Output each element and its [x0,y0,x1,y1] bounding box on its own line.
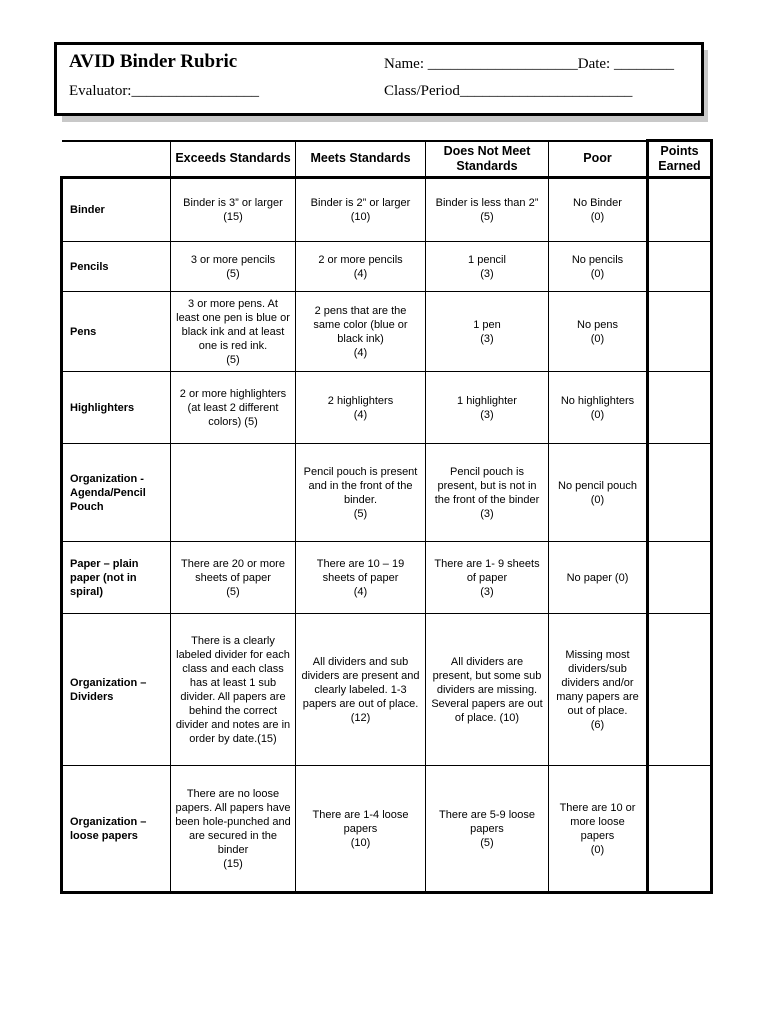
cell-poor: No pens (0) [549,292,648,372]
row-category: Organization – loose papers [62,766,171,893]
cell-exceeds: 3 or more pencils (5) [171,242,296,292]
cell-poor: No Binder (0) [549,178,648,242]
cell-does-not-meet: 1 pencil (3) [426,242,549,292]
cell-does-not-meet: All dividers are present, but some sub dividers are missing. Several papers are out of place. (10) [426,614,549,766]
cell-points-earned[interactable] [648,542,712,614]
row-category: Pencils [62,242,171,292]
rubric-row [62,292,712,372]
header-blank [62,141,171,178]
cell-exceeds: There are no loose papers. All papers have been hole-punched and are secured in the binder (15) [171,766,296,893]
cell-meets: 2 highlighters (4) [296,372,426,444]
cell-meets: There are 1-4 loose papers (10) [296,766,426,893]
cell-meets: Binder is 2” or larger (10) [296,178,426,242]
rubric-row [62,242,712,292]
rubric-row [62,444,712,542]
cell-does-not-meet: Pencil pouch is present, but is not in the front of the binder (3) [426,444,549,542]
cell-meets: There are 10 – 19 sheets of paper (4) [296,542,426,614]
cell-exceeds: There is a clearly labeled divider for each class and each class has at least 1 sub divider. All papers are behind the correct divider and notes are in order by date.(15) [171,614,296,766]
cell-points-earned[interactable] [648,242,712,292]
name-date-field: Name: ____________________Date: ________ [384,56,674,72]
cell-does-not-meet: There are 5-9 loose papers (5) [426,766,549,893]
row-category: Organization - Agenda/Pencil Pouch [62,444,171,542]
cell-points-earned[interactable] [648,292,712,372]
col-header-poor: Poor [549,141,648,178]
col-header-meets: Meets Standards [296,141,426,178]
row-category: Organization – Dividers [62,614,171,766]
cell-poor: No pencil pouch (0) [549,444,648,542]
rubric-row [62,542,712,614]
cell-meets: Pencil pouch is present and in the front of the binder. (5) [296,444,426,542]
cell-poor: No paper (0) [549,542,648,614]
cell-points-earned[interactable] [648,614,712,766]
cell-meets: All dividers and sub dividers are present and clearly labeled. 1-3 papers are out of place. (12) [296,614,426,766]
cell-exceeds [171,444,296,542]
col-header-does-not-meet: Does Not Meet Standards [426,141,549,178]
cell-does-not-meet: 1 highlighter (3) [426,372,549,444]
header-box [54,42,704,116]
cell-points-earned[interactable] [648,372,712,444]
cell-meets: 2 or more pencils (4) [296,242,426,292]
cell-exceeds: 3 or more pens. At least one pen is blue or black ink and at least one is red ink. (5) [171,292,296,372]
cell-poor: There are 10 or more loose papers (0) [549,766,648,893]
cell-exceeds: Binder is 3” or larger (15) [171,178,296,242]
cell-does-not-meet: Binder is less than 2” (5) [426,178,549,242]
cell-points-earned[interactable] [648,444,712,542]
cell-poor: Missing most dividers/sub dividers and/or many papers are out of place. (6) [549,614,648,766]
cell-exceeds: There are 20 or more sheets of paper (5) [171,542,296,614]
cell-does-not-meet: There are 1- 9 sheets of paper (3) [426,542,549,614]
row-category: Pens [62,292,171,372]
cell-meets: 2 pens that are the same color (blue or black ink) (4) [296,292,426,372]
col-header-exceeds: Exceeds Standards [171,141,296,178]
rubric-row [62,178,712,242]
rubric-row [62,766,712,893]
cell-points-earned[interactable] [648,178,712,242]
cell-poor: No highlighters (0) [549,372,648,444]
page-title: AVID Binder Rubric [69,51,238,72]
cell-does-not-meet: 1 pen (3) [426,292,549,372]
row-category: Highlighters [62,372,171,444]
evaluator-field: Evaluator:_________________ [69,83,259,99]
cell-points-earned[interactable] [648,766,712,893]
rubric-row [62,614,712,766]
class-period-field: Class/Period_______________________ [384,83,633,99]
rubric-row [62,372,712,444]
row-category: Paper – plain paper (not in spiral) [62,542,171,614]
rubric-body [62,178,712,893]
cell-exceeds: 2 or more highlighters (at least 2 different colors) (5) [171,372,296,444]
col-header-points: Points Earned [648,141,712,178]
rubric-table [60,139,713,894]
row-category: Binder [62,178,171,242]
cell-poor: No pencils (0) [549,242,648,292]
